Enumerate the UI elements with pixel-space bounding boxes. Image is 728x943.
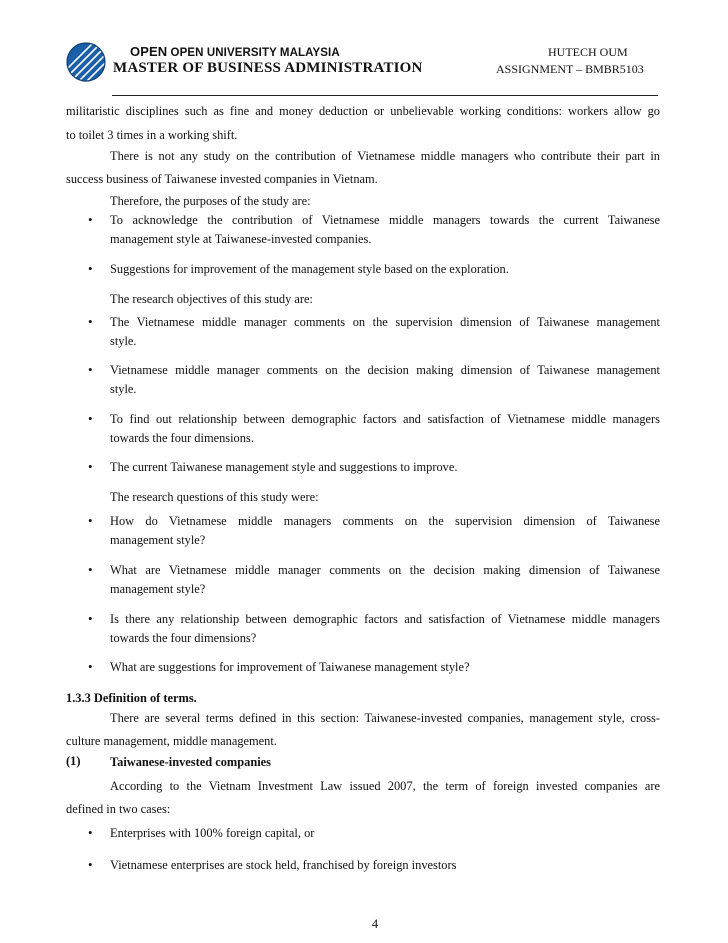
paragraph-line: defined in two cases: [66,802,171,816]
bullet-icon: • [88,857,93,872]
purposes-intro: Therefore, the purposes of the study are: [110,194,311,208]
bullet-icon: • [88,362,93,377]
page-number: 4 [371,917,379,931]
list-item-continuation: management style? [110,533,206,547]
university-full: OPEN UNIVERSITY MALAYSIA [170,47,340,59]
list-item: What are Vietnamese middle manager comments on the decision making dimension of Taiwanese [110,563,660,577]
bullet-icon: • [88,261,93,276]
list-item-continuation: style. [110,334,137,348]
oum-logo-icon [66,42,106,82]
subsection-number: (1) [66,754,81,768]
paragraph-line: There is not any study on the contribution of Vietnamese middle managers who contribute their part in [110,149,660,163]
list-item-continuation: towards the four dimensions? [110,631,257,645]
university-prefix: OPEN [130,44,168,59]
paragraph-line: According to the Vietnam Investment Law issued 2007, the term of foreign invested companies are [110,779,660,793]
university-name [130,44,340,59]
bullet-icon: • [88,513,93,528]
paragraph-line: success business of Taiwanese invested companies in Vietnam. [66,172,378,186]
paragraph-line: to toilet 3 times in a working shift. [66,128,238,142]
list-item-continuation: management style at Taiwanese-invested companies. [110,232,372,246]
paragraph-line: culture management, middle management. [66,734,277,748]
list-item: What are suggestions for improvement of Taiwanese management style? [110,660,470,674]
list-item: Vietnamese enterprises are stock held, franchised by foreign investors [110,858,457,872]
assignment-label: ASSIGNMENT – BMBR5103 [496,62,644,76]
header-divider [112,95,658,96]
bullet-icon: • [88,314,93,329]
bullet-icon: • [88,562,93,577]
list-item: Is there any relationship between demographic factors and satisfaction of Vietnamese middle managers [110,612,660,626]
subsection-title: Taiwanese-invested companies [110,755,271,769]
institution-label: HUTECH OUM [548,45,628,59]
list-item: To find out relationship between demographic factors and satisfaction of Vietnamese middle managers [110,412,660,426]
paragraph-line: There are several terms defined in this section: Taiwanese-invested companies, management style, cross- [110,711,660,725]
bullet-icon: • [88,411,93,426]
questions-intro: The research questions of this study were: [110,490,319,504]
program-title: MASTER OF BUSINESS ADMINISTRATION [113,60,423,76]
list-item: Suggestions for improvement of the management style based on the exploration. [110,262,509,276]
list-item-continuation: style. [110,382,137,396]
list-item: Vietnamese middle manager comments on the decision making dimension of Taiwanese management [110,363,660,377]
list-item: Enterprises with 100% foreign capital, or [110,826,315,840]
bullet-icon: • [88,611,93,626]
bullet-icon: • [88,659,93,674]
list-item-continuation: towards the four dimensions. [110,431,254,445]
list-item-continuation: management style? [110,582,206,596]
bullet-icon: • [88,459,93,474]
objectives-intro: The research objectives of this study are: [110,292,313,306]
list-item: The Vietnamese middle manager comments on the supervision dimension of Taiwanese management [110,315,660,329]
list-item: How do Vietnamese middle managers comments on the supervision dimension of Taiwanese [110,514,660,528]
bullet-icon: • [88,212,93,227]
bullet-icon: • [88,825,93,840]
list-item: To acknowledge the contribution of Vietnamese middle managers towards the current Taiwanese [110,213,660,227]
list-item: The current Taiwanese management style and suggestions to improve. [110,460,458,474]
paragraph-line: militaristic disciplines such as fine and money deduction or unbelievable working conditions: workers allow go [66,104,660,118]
section-heading: 1.3.3 Definition of terms. [66,691,197,705]
